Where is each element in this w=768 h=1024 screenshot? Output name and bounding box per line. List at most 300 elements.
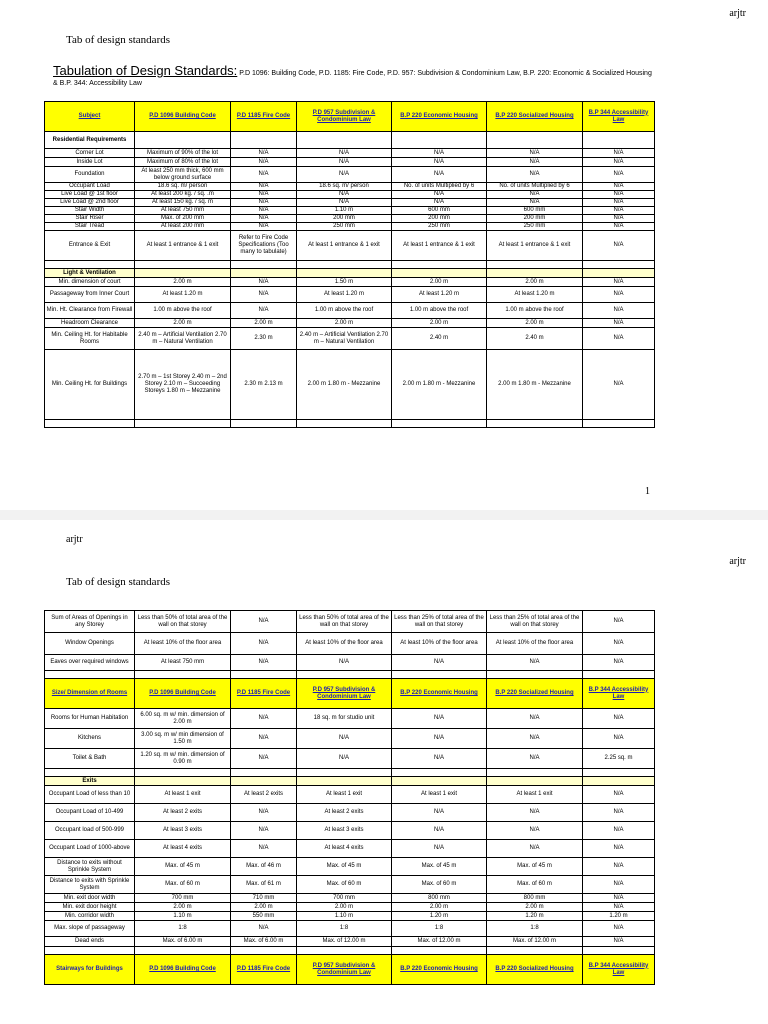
table-cell: At least 4 exits [135, 840, 231, 858]
table-cell: N/A [583, 804, 655, 822]
table-cell: 1:8 [297, 921, 392, 937]
table-cell: Less than 50% of total area of the wall on that storey [297, 611, 392, 633]
table-row [45, 231, 655, 261]
table-body [45, 149, 655, 261]
table-cell: N/A [392, 749, 487, 769]
table-cell: N/A [583, 903, 655, 912]
table-cell: N/A [297, 199, 392, 207]
table-row [45, 183, 655, 191]
header-cell: P.D 1185 Fire Code [231, 955, 297, 985]
table-cell: 700 mm [135, 894, 231, 903]
table-cell: N/A [231, 840, 297, 858]
table-row [45, 858, 655, 876]
row-subject-cell: Dead ends [45, 937, 135, 947]
table-cell: N/A [392, 191, 487, 199]
table-cell: N/A [583, 158, 655, 167]
page-number: 1 [645, 486, 650, 497]
table-cell: N/A [583, 278, 655, 287]
table-cell: At least 200 mm [135, 223, 231, 231]
table-cell: Maximum of 90% of the lot [135, 149, 231, 158]
table-cell: At least 10% of the floor area [487, 633, 583, 655]
table-row [45, 191, 655, 199]
table-cell: 1.00 m above the roof [135, 303, 231, 319]
header-cell: P.D 957 Subdivision & Condominium Law [297, 955, 392, 985]
table-cell: Max. of 60 m [135, 876, 231, 894]
table-cell: 2.00 m [487, 903, 583, 912]
table-cell: 1.10 m [135, 912, 231, 921]
table-cell: At least 10% of the floor area [297, 633, 392, 655]
header-cell: P.D 1096 Building Code [135, 102, 231, 132]
table-cell: 2.00 m [231, 903, 297, 912]
running-header: Tab of design standards [66, 34, 171, 46]
header-cell: B.P 344 Accessibility Law [583, 679, 655, 709]
table-cell: 200 mm [297, 215, 392, 223]
table-cell: N/A [583, 328, 655, 350]
table-cell: N/A [487, 729, 583, 749]
header-cell: P.D 1096 Building Code [135, 679, 231, 709]
row-subject-cell: Distance to exits without Sprinkle System [45, 858, 135, 876]
header-cell: Size/ Dimension of Rooms [45, 679, 135, 709]
running-header: Tab of design standards [66, 576, 171, 588]
table-cell: At least 750 mm [135, 207, 231, 215]
table-cell: At least 750 mm [135, 655, 231, 671]
table-body [45, 786, 655, 947]
page-author: arjtr [729, 556, 746, 567]
table-cell: N/A [583, 858, 655, 876]
table-cell: Less than 50% of total area of the wall on that storey [135, 611, 231, 633]
table-cell: 2.00 m [392, 319, 487, 328]
header-cell: P.D 1096 Building Code [135, 955, 231, 985]
table-cell: 2.00 m [135, 903, 231, 912]
section-row [45, 269, 655, 278]
table-cell: N/A [487, 191, 583, 199]
table-cell: N/A [231, 749, 297, 769]
table-cell: N/A [231, 822, 297, 840]
table-cell: Max. of 12.00 m [297, 937, 392, 947]
table-cell: At least 2 exits [135, 804, 231, 822]
table-cell: 2.00 m [392, 278, 487, 287]
table-cell: N/A [231, 158, 297, 167]
table-cell: N/A [297, 729, 392, 749]
header-cell: B.P 344 Accessibility Law [583, 102, 655, 132]
table-cell: N/A [583, 149, 655, 158]
table-row [45, 894, 655, 903]
header-cell: B.P 220 Economic Housing [392, 679, 487, 709]
table-cell: N/A [231, 215, 297, 223]
table-cell: N/A [583, 231, 655, 261]
table-body [45, 278, 655, 420]
row-subject-cell: Stair Tread [45, 223, 135, 231]
table-cell: 250 mm [392, 223, 487, 231]
table-cell: N/A [231, 223, 297, 231]
table-cell: N/A [231, 287, 297, 303]
table-cell: 2.40 m – Artificial Ventilation 2.70 m – Natural Ventilation [297, 328, 392, 350]
title-main: Tabulation of Design Standards: [53, 63, 238, 78]
table-cell: At least 1.20 m [135, 287, 231, 303]
table-cell: 3.00 sq. m w/ min dimension of 1.50 m [135, 729, 231, 749]
table-cell: At least 1 entrance & 1 exit [135, 231, 231, 261]
row-subject-cell: Live Load @ 2nd floor [45, 199, 135, 207]
table-cell: At least 2 exits [231, 786, 297, 804]
table-cell: At least 1 exit [487, 786, 583, 804]
table-cell: N/A [297, 749, 392, 769]
table-row [45, 937, 655, 947]
table-cell: N/A [583, 183, 655, 191]
page-author: arjtr [729, 8, 746, 19]
table-cell: N/A [487, 749, 583, 769]
table-cell: 2.00 m [487, 319, 583, 328]
table-cell: N/A [487, 804, 583, 822]
table-body [45, 611, 655, 671]
table-cell: N/A [297, 191, 392, 199]
table-cell: Less than 25% of total area of the wall on that storey [487, 611, 583, 633]
row-subject-cell: Headroom Clearance [45, 319, 135, 328]
table-cell: 1.20 m [487, 912, 583, 921]
table-cell: Less than 25% of total area of the wall on that storey [392, 611, 487, 633]
table-cell: N/A [297, 158, 392, 167]
table-cell: N/A [583, 840, 655, 858]
table-cell: At least 1 entrance & 1 exit [487, 231, 583, 261]
document-title [53, 63, 653, 89]
table-cell: 1.20 sq. m w/ min. dimension of 0.90 m [135, 749, 231, 769]
table-header-row [45, 679, 655, 709]
table-header-row [45, 102, 655, 132]
table-cell: N/A [392, 655, 487, 671]
table-cell: 2.00 m 1.80 m - Mezzanine [487, 350, 583, 420]
table-row [45, 921, 655, 937]
table-row [45, 223, 655, 231]
table-cell: N/A [392, 149, 487, 158]
table-row [45, 633, 655, 655]
row-subject-cell: Max. slope of passageway [45, 921, 135, 937]
table-cell: 18.6 sq. m/ person [135, 183, 231, 191]
table-cell: At least 1 exit [135, 786, 231, 804]
table-cell: N/A [231, 191, 297, 199]
table-row [45, 158, 655, 167]
table-cell: N/A [583, 303, 655, 319]
table-cell: Max. of 45 m [392, 858, 487, 876]
table-cell: 1:8 [392, 921, 487, 937]
table-cell: N/A [583, 191, 655, 199]
standards-table-1 [44, 101, 655, 428]
table-cell: 2.00 m [135, 278, 231, 287]
table-cell: N/A [392, 199, 487, 207]
header-cell: P.D 1185 Fire Code [231, 102, 297, 132]
table-row [45, 319, 655, 328]
section-title: Residential Requirements [45, 132, 135, 149]
table-cell: Max. of 6.00 m [231, 937, 297, 947]
table-cell: 18.6 sq. m/ person [297, 183, 392, 191]
section-title: Exits [45, 777, 135, 786]
table-cell: Refer to Fire Code Specifications (Too many to tabulate) [231, 231, 297, 261]
table-cell: 1.00 m above the roof [487, 303, 583, 319]
table-row [45, 167, 655, 183]
table-cell: 1:8 [487, 921, 583, 937]
table-row [45, 350, 655, 420]
table-cell: 2.40 m [487, 328, 583, 350]
table-cell: 1.20 m [392, 912, 487, 921]
table-row [45, 876, 655, 894]
title-subtitle: P.D 1096: Building Code, P.D. 1185: Fire Code, P.D. 957: Subdivision & Condominium Law, B.P. 220: Economic & Socialized Housing & B.P. 344: Accessibility Law [53, 70, 652, 87]
row-subject-cell: Entrance & Exit [45, 231, 135, 261]
table-row [45, 786, 655, 804]
row-subject-cell: Live Load @ 1st floor [45, 191, 135, 199]
table-cell: 1:8 [135, 921, 231, 937]
table-cell: N/A [231, 921, 297, 937]
table-cell: 250 mm [297, 223, 392, 231]
table-cell: N/A [583, 709, 655, 729]
page-author: arjtr [66, 534, 83, 545]
row-subject-cell: Passageway from Inner Court [45, 287, 135, 303]
row-subject-cell: Min. corridor width [45, 912, 135, 921]
table-cell: N/A [583, 633, 655, 655]
table-cell: N/A [392, 822, 487, 840]
table-row [45, 328, 655, 350]
table-cell: 1.00 m above the roof [392, 303, 487, 319]
table-cell: N/A [231, 183, 297, 191]
row-subject-cell: Toilet & Bath [45, 749, 135, 769]
row-subject-cell: Distance to exits with Sprinkle System [45, 876, 135, 894]
table-cell: Max. of 200 mm [135, 215, 231, 223]
header-cell: P.D 957 Subdivision & Condominium Law [297, 679, 392, 709]
table-cell: At least 150 kg. / sq. m [135, 199, 231, 207]
table-cell: Max. of 60 m [487, 876, 583, 894]
table-cell: 2.00 m 1.80 m - Mezzanine [392, 350, 487, 420]
row-subject-cell: Occupant load of 500-999 [45, 822, 135, 840]
table-cell: 200 mm [392, 215, 487, 223]
table-cell: Max. of 45 m [487, 858, 583, 876]
table-row [45, 903, 655, 912]
table-cell: Max. of 12.00 m [392, 937, 487, 947]
header-cell: B.P 220 Economic Housing [392, 102, 487, 132]
table-cell: N/A [392, 167, 487, 183]
table-row [45, 287, 655, 303]
row-subject-cell: Occupant Load [45, 183, 135, 191]
table-cell: At least 4 exits [297, 840, 392, 858]
table-cell: At least 1.20 m [392, 287, 487, 303]
table-cell: N/A [583, 822, 655, 840]
table-cell: N/A [231, 199, 297, 207]
table-cell: 200 mm [487, 215, 583, 223]
row-subject-cell: Stair Width [45, 207, 135, 215]
table-cell: N/A [487, 167, 583, 183]
table-row [45, 199, 655, 207]
row-subject-cell: Min. exit door width [45, 894, 135, 903]
table-cell: 1.10 m [297, 207, 392, 215]
table-cell: N/A [583, 894, 655, 903]
table-cell: 2.40 m – Artificial Ventilation 2.70 m – Natural Ventilation [135, 328, 231, 350]
table-cell: N/A [231, 303, 297, 319]
row-subject-cell: Eaves over required windows [45, 655, 135, 671]
table-cell: N/A [487, 199, 583, 207]
table-cell: N/A [392, 158, 487, 167]
row-subject-cell: Foundation [45, 167, 135, 183]
row-subject-cell: Corner Lot [45, 149, 135, 158]
section-row [45, 777, 655, 786]
table-cell: Max. of 60 m [392, 876, 487, 894]
table-cell: 2.00 m [297, 319, 392, 328]
table-cell: N/A [297, 149, 392, 158]
table-cell: N/A [583, 937, 655, 947]
table-cell: N/A [231, 207, 297, 215]
header-cell: P.D 1185 Fire Code [231, 679, 297, 709]
table-row [45, 822, 655, 840]
table-cell: N/A [583, 921, 655, 937]
table-cell: N/A [487, 149, 583, 158]
table-row [45, 912, 655, 921]
table-cell: N/A [392, 840, 487, 858]
table-cell: 18 sq. m for studio unit [297, 709, 392, 729]
table-cell: 6.00 sq. m w/ min. dimension of 2.00 m [135, 709, 231, 729]
header-cell: P.D 957 Subdivision & Condominium Law [297, 102, 392, 132]
table-cell: N/A [583, 319, 655, 328]
header-cell: Subject [45, 102, 135, 132]
table-cell: N/A [392, 729, 487, 749]
table-cell: Max. of 46 m [231, 858, 297, 876]
table-cell: At least 2 exits [297, 804, 392, 822]
table-body [45, 709, 655, 769]
table-cell: At least 1.20 m [297, 287, 392, 303]
row-subject-cell: Stair Riser [45, 215, 135, 223]
table-cell: 2.00 m 1.80 m - Mezzanine [297, 350, 392, 420]
table-cell: N/A [583, 876, 655, 894]
table-cell: At least 200 kg. / sq. .m [135, 191, 231, 199]
table-cell: N/A [231, 611, 297, 633]
header-cell: B.P 220 Socialized Housing [487, 955, 583, 985]
table-cell: 2.70 m – 1st Storey 2.40 m – 2nd Storey 2.10 m – Succeeding Storeys 1.80 m – Mezzanine [135, 350, 231, 420]
table-row [45, 655, 655, 671]
table-cell: N/A [583, 287, 655, 303]
table-cell: N/A [231, 167, 297, 183]
table-row [45, 729, 655, 749]
table-cell: 600 mm [392, 207, 487, 215]
table-cell: N/A [487, 709, 583, 729]
table-row [45, 303, 655, 319]
table-cell: 1.20 m [583, 912, 655, 921]
table-cell: N/A [392, 804, 487, 822]
row-subject-cell: Window Openings [45, 633, 135, 655]
table-cell: N/A [297, 655, 392, 671]
table-cell: At least 3 exits [135, 822, 231, 840]
table-cell: N/A [487, 840, 583, 858]
table-row [45, 149, 655, 158]
table-cell: Maximum of 80% of the lot [135, 158, 231, 167]
table-cell: Max. of 61 m [231, 876, 297, 894]
section-title: Light & Ventilation [45, 269, 135, 278]
header-cell: B.P 220 Economic Housing [392, 955, 487, 985]
table-cell: Max. of 45 m [135, 858, 231, 876]
table-cell: N/A [231, 709, 297, 729]
table-cell: 2.00 m [231, 319, 297, 328]
table-cell: 2.40 m [392, 328, 487, 350]
table-cell: N/A [487, 655, 583, 671]
table-cell: At least 10% of the floor area [135, 633, 231, 655]
table-row [45, 611, 655, 633]
table-cell: 2.00 m [135, 319, 231, 328]
row-subject-cell: Min. Ceiling Ht. for Buildings [45, 350, 135, 420]
row-subject-cell: Occupant Load of less than 10 [45, 786, 135, 804]
table-cell: 1.00 m above the roof [297, 303, 392, 319]
table-cell: 2.30 m 2.13 m [231, 350, 297, 420]
table-cell: 800 mm [392, 894, 487, 903]
table-cell: At least 250 mm thick, 600 mm below ground surface [135, 167, 231, 183]
table-cell: N/A [392, 709, 487, 729]
table-cell: Max. of 12.00 m [487, 937, 583, 947]
table-cell: N/A [583, 350, 655, 420]
table-row [45, 278, 655, 287]
table-cell: 710 mm [231, 894, 297, 903]
table-cell: N/A [583, 207, 655, 215]
table-cell: N/A [583, 611, 655, 633]
table-cell: N/A [583, 167, 655, 183]
document-page-2 [0, 520, 768, 1024]
standards-table-2 [44, 610, 655, 985]
table-row [45, 804, 655, 822]
table-cell: 2.30 m [231, 328, 297, 350]
table-cell: At least 3 exits [297, 822, 392, 840]
table-cell: N/A [583, 215, 655, 223]
table-cell: N/A [231, 655, 297, 671]
table-cell: 700 mm [297, 894, 392, 903]
row-subject-cell: Min. exit door height [45, 903, 135, 912]
table-cell: N/A [583, 786, 655, 804]
table-cell: N/A [487, 158, 583, 167]
row-subject-cell: Rooms for Human Habitation [45, 709, 135, 729]
table-header-row [45, 955, 655, 985]
table-cell: At least 1 entrance & 1 exit [297, 231, 392, 261]
table-cell: N/A [583, 729, 655, 749]
table-cell: At least 1.20 m [487, 287, 583, 303]
table-cell: At least 1 exit [392, 786, 487, 804]
table-cell: 250 mm [487, 223, 583, 231]
table-cell: 2.00 m [392, 903, 487, 912]
table-cell: N/A [583, 223, 655, 231]
row-subject-cell: Min. dimension of court [45, 278, 135, 287]
row-subject-cell: Inside Lot [45, 158, 135, 167]
header-cell: B.P 220 Socialized Housing [487, 679, 583, 709]
table-cell: 800 mm [487, 894, 583, 903]
row-subject-cell: Sum of Areas of Openings in any Storey [45, 611, 135, 633]
row-subject-cell: Kitchens [45, 729, 135, 749]
table-cell: N/A [231, 149, 297, 158]
row-subject-cell: Min. Ht. Clearance from Firewall [45, 303, 135, 319]
page-separator [0, 510, 768, 520]
table-cell: 600 mm [487, 207, 583, 215]
table-cell: 2.00 m [297, 903, 392, 912]
table-row [45, 207, 655, 215]
table-row [45, 709, 655, 729]
table-cell: 1.50 m [297, 278, 392, 287]
table-row [45, 215, 655, 223]
table-cell: 550 mm [231, 912, 297, 921]
table-row [45, 749, 655, 769]
table-cell: 1.10 m [297, 912, 392, 921]
table-cell: Max. of 6.00 m [135, 937, 231, 947]
document-page-1 [0, 0, 768, 510]
table-cell: N/A [487, 822, 583, 840]
table-cell: N/A [583, 199, 655, 207]
table-cell: N/A [231, 633, 297, 655]
table-cell: No. of units Multiplied by 6 [487, 183, 583, 191]
header-cell: Stairways for Buildings [45, 955, 135, 985]
table-row [45, 840, 655, 858]
table-cell: Max. of 60 m [297, 876, 392, 894]
table-cell: At least 1 exit [297, 786, 392, 804]
row-subject-cell: Occupant Load of 10-499 [45, 804, 135, 822]
table-cell: No. of units Multiplied by 6 [392, 183, 487, 191]
table-cell: 2.25 sq. m [583, 749, 655, 769]
header-cell: B.P 344 Accessibility Law [583, 955, 655, 985]
